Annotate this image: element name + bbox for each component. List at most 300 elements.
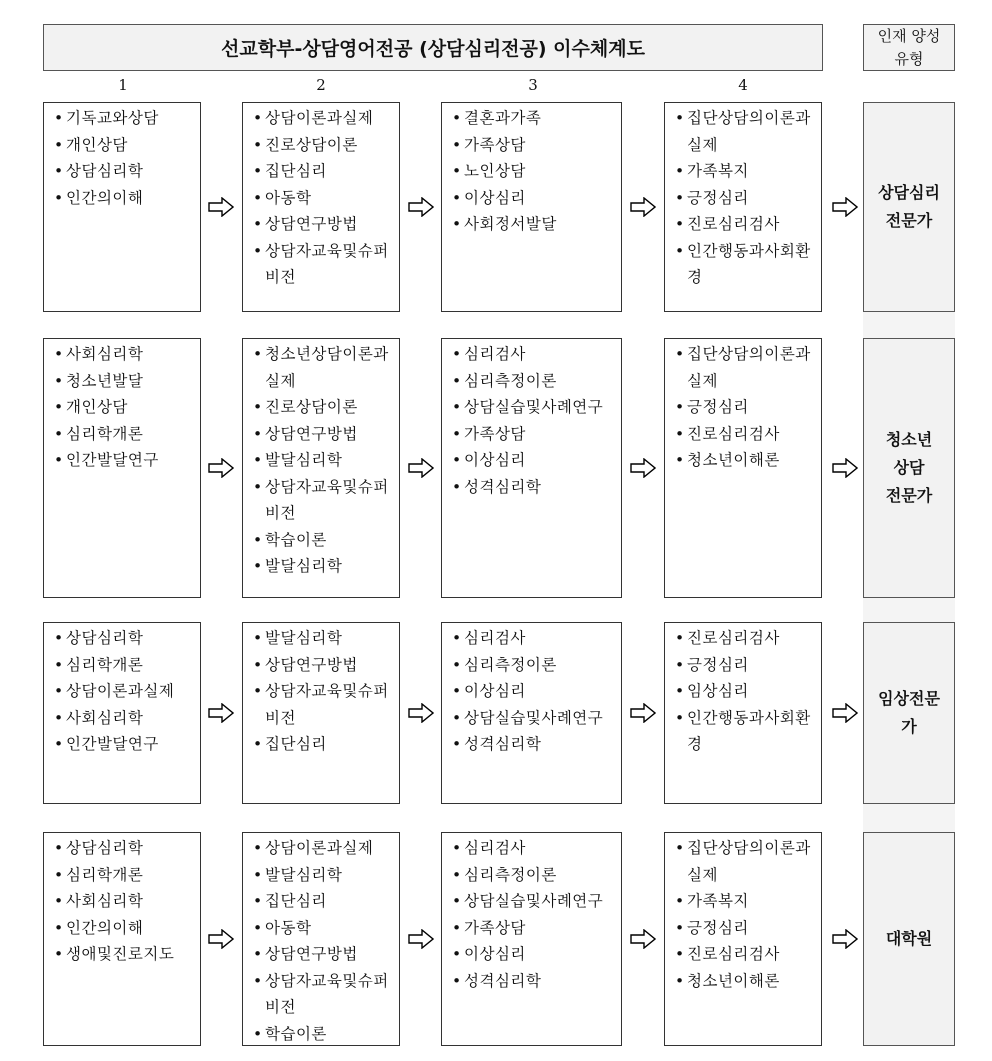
course-item	[253, 968, 393, 1021]
course-name: 집단심리	[265, 162, 327, 180]
bullet-icon: •	[452, 655, 462, 674]
course-name: 상담자교육및슈퍼비전	[265, 241, 389, 286]
right-arrow-icon	[630, 703, 656, 723]
course-item	[54, 447, 194, 474]
course-item	[452, 211, 615, 238]
course-name: 성격심리학	[464, 971, 542, 990]
bullet-icon: •	[253, 682, 263, 700]
bullet-icon: •	[253, 398, 263, 416]
course-item	[253, 862, 393, 889]
right-arrow-icon	[408, 703, 434, 723]
bullet-icon: •	[452, 918, 462, 937]
bullet-icon: •	[675, 162, 685, 180]
course-item	[452, 105, 615, 132]
course-list	[253, 625, 393, 758]
bullet-icon: •	[253, 530, 263, 549]
course-list	[253, 105, 393, 291]
talent-type-header: 인재 양성 유형	[863, 24, 955, 71]
course-item	[675, 625, 815, 652]
course-name: 청소년이해론	[687, 451, 780, 469]
bullet-icon: •	[54, 839, 64, 857]
course-item	[452, 474, 615, 501]
course-name: 이상심리	[464, 451, 526, 469]
bullet-icon: •	[253, 451, 263, 469]
course-item	[54, 941, 194, 968]
course-name: 상담실습및사례연구	[464, 892, 604, 910]
course-name: 개인상담	[66, 398, 128, 416]
course-name: 발달심리학	[265, 629, 343, 647]
course-item	[253, 731, 393, 758]
course-name: 상담심리학	[66, 162, 144, 180]
course-item	[452, 705, 615, 732]
course-box-row3-col2	[242, 622, 400, 804]
course-item	[675, 678, 815, 705]
right-arrow-icon	[208, 458, 234, 478]
course-item	[253, 447, 393, 474]
course-name: 임상심리	[687, 682, 749, 700]
course-item	[253, 238, 393, 291]
course-box-row1-col3	[441, 102, 622, 312]
course-name: 상담연구방법	[265, 655, 358, 674]
course-name: 아동학	[265, 188, 312, 207]
course-name: 심리측정이론	[464, 371, 557, 390]
course-item	[452, 941, 615, 968]
course-name: 가족복지	[687, 892, 749, 910]
right-arrow-icon	[408, 458, 434, 478]
course-item	[54, 341, 194, 368]
bullet-icon: •	[54, 424, 64, 443]
course-item	[253, 185, 393, 212]
course-name: 집단상담의이론과실제	[687, 839, 811, 884]
course-name: 발달심리학	[265, 557, 343, 575]
bullet-icon: •	[452, 735, 462, 753]
course-item	[253, 394, 393, 421]
course-item	[54, 862, 194, 889]
course-item	[253, 158, 393, 185]
course-name: 이상심리	[464, 682, 526, 700]
course-name: 청소년발달	[66, 371, 144, 390]
course-box-row1-col1	[43, 102, 201, 312]
bullet-icon: •	[675, 918, 685, 937]
course-list	[54, 625, 194, 758]
talent-type-1: 상담심리 전문가	[863, 102, 955, 312]
course-item	[253, 105, 393, 132]
course-box-row1-col4	[664, 102, 822, 312]
bullet-icon: •	[253, 865, 263, 884]
course-name: 상담심리학	[66, 839, 144, 857]
course-name: 사회심리학	[66, 345, 144, 363]
course-name: 사회정서발달	[464, 215, 557, 233]
course-name: 발달심리학	[265, 865, 343, 884]
course-name: 긍정심리	[687, 918, 749, 937]
bullet-icon: •	[675, 215, 685, 233]
bullet-icon: •	[452, 892, 462, 910]
right-arrow-icon	[630, 458, 656, 478]
course-name: 상담실습및사례연구	[464, 398, 604, 416]
course-name: 진로심리검사	[687, 424, 780, 443]
course-item	[54, 132, 194, 159]
course-list	[452, 835, 615, 994]
bullet-icon: •	[54, 892, 64, 910]
course-item	[675, 394, 815, 421]
bullet-icon: •	[452, 629, 462, 647]
course-name: 진로상담이론	[265, 398, 358, 416]
course-box-row4-col2	[242, 832, 400, 1046]
course-name: 심리학개론	[66, 865, 144, 884]
course-name: 심리학개론	[66, 655, 144, 674]
bullet-icon: •	[452, 398, 462, 416]
course-item	[675, 888, 815, 915]
course-name: 집단심리	[265, 892, 327, 910]
course-item	[675, 105, 815, 158]
course-name: 노인상담	[464, 162, 526, 180]
bullet-icon: •	[253, 345, 263, 363]
bullet-icon: •	[54, 918, 64, 937]
right-arrow-icon	[630, 929, 656, 949]
course-item	[54, 185, 194, 212]
bullet-icon: •	[253, 557, 263, 575]
bullet-icon: •	[452, 971, 462, 990]
outcome-strip-gap	[863, 804, 955, 832]
course-name: 상담연구방법	[265, 945, 358, 963]
bullet-icon: •	[54, 682, 64, 700]
bullet-icon: •	[54, 398, 64, 416]
course-name: 심리검사	[464, 345, 526, 363]
course-name: 성격심리학	[464, 735, 542, 753]
course-name: 발달심리학	[265, 451, 343, 469]
course-item	[253, 474, 393, 527]
course-name: 상담심리학	[66, 629, 144, 647]
right-arrow-icon	[408, 197, 434, 217]
course-item	[675, 341, 815, 394]
bullet-icon: •	[675, 109, 685, 127]
bullet-icon: •	[253, 971, 263, 990]
right-arrow-icon	[208, 197, 234, 217]
course-name: 진로상담이론	[265, 135, 358, 154]
right-arrow-icon	[208, 929, 234, 949]
course-name: 가족상담	[464, 918, 526, 937]
right-arrow-icon	[630, 197, 656, 217]
course-item	[452, 341, 615, 368]
bullet-icon: •	[452, 188, 462, 207]
bullet-icon: •	[452, 682, 462, 700]
course-item	[452, 421, 615, 448]
course-item	[452, 447, 615, 474]
bullet-icon: •	[675, 424, 685, 443]
course-item	[253, 341, 393, 394]
bullet-icon: •	[452, 424, 462, 443]
course-name: 상담연구방법	[265, 424, 358, 443]
bullet-icon: •	[253, 477, 263, 496]
bullet-icon: •	[253, 241, 263, 260]
bullet-icon: •	[452, 451, 462, 469]
course-name: 생애및진로지도	[66, 945, 175, 963]
course-name: 상담자교육및슈퍼비전	[265, 682, 389, 727]
bullet-icon: •	[253, 918, 263, 937]
course-name: 심리측정이론	[464, 655, 557, 674]
course-item	[675, 211, 815, 238]
course-name: 결혼과가족	[464, 109, 542, 127]
course-item	[452, 915, 615, 942]
talent-type-2: 청소년 상담 전문가	[863, 338, 955, 598]
course-box-row4-col1	[43, 832, 201, 1046]
bullet-icon: •	[54, 345, 64, 363]
course-item	[54, 652, 194, 679]
course-item	[54, 731, 194, 758]
course-item	[675, 185, 815, 212]
course-name: 기독교와상담	[66, 109, 159, 127]
bullet-icon: •	[675, 188, 685, 207]
right-arrow-icon	[208, 703, 234, 723]
course-name: 상담이론과실제	[265, 839, 374, 857]
bullet-icon: •	[253, 1024, 263, 1043]
course-name: 개인상담	[66, 135, 128, 154]
bullet-icon: •	[54, 708, 64, 727]
bullet-icon: •	[675, 839, 685, 857]
course-item	[452, 888, 615, 915]
course-item	[253, 132, 393, 159]
bullet-icon: •	[452, 477, 462, 496]
course-name: 집단상담의이론과실제	[687, 109, 811, 154]
course-item	[452, 625, 615, 652]
bullet-icon: •	[253, 892, 263, 910]
outcome-strip-gap	[863, 598, 955, 622]
bullet-icon: •	[675, 655, 685, 674]
course-name: 심리검사	[464, 839, 526, 857]
bullet-icon: •	[253, 735, 263, 753]
course-name: 긍정심리	[687, 188, 749, 207]
course-box-row2-col4	[664, 338, 822, 598]
column-number-1: 1	[118, 76, 128, 94]
course-name: 진로심리검사	[687, 945, 780, 963]
course-name: 심리학개론	[66, 424, 144, 443]
course-box-row3-col3	[441, 622, 622, 804]
course-list	[54, 835, 194, 968]
course-name: 인간의이해	[66, 918, 144, 937]
course-name: 인간의이해	[66, 188, 144, 207]
course-list	[452, 625, 615, 758]
course-list	[675, 835, 815, 994]
column-number-2: 2	[316, 76, 326, 94]
course-name: 학습이론	[265, 1024, 327, 1043]
column-number-4: 4	[738, 76, 748, 94]
course-item	[54, 705, 194, 732]
course-name: 사회심리학	[66, 892, 144, 910]
course-name: 가족복지	[687, 162, 749, 180]
bullet-icon: •	[675, 971, 685, 990]
course-box-row3-col1	[43, 622, 201, 804]
course-item	[675, 915, 815, 942]
bullet-icon: •	[452, 865, 462, 884]
outcome-strip-gap	[863, 312, 955, 338]
course-item	[54, 625, 194, 652]
bullet-icon: •	[54, 109, 64, 127]
course-item	[253, 835, 393, 862]
bullet-icon: •	[253, 188, 263, 207]
course-item	[452, 394, 615, 421]
bullet-icon: •	[675, 241, 685, 260]
right-arrow-icon	[408, 929, 434, 949]
bullet-icon: •	[452, 109, 462, 127]
course-name: 이상심리	[464, 945, 526, 963]
course-item	[253, 652, 393, 679]
course-item	[452, 132, 615, 159]
bullet-icon: •	[675, 345, 685, 363]
bullet-icon: •	[675, 451, 685, 469]
column-number-3: 3	[528, 76, 538, 94]
course-item	[253, 915, 393, 942]
bullet-icon: •	[54, 451, 64, 469]
bullet-icon: •	[675, 708, 685, 727]
bullet-icon: •	[452, 345, 462, 363]
course-item	[54, 421, 194, 448]
bullet-icon: •	[452, 839, 462, 857]
course-item	[54, 158, 194, 185]
course-name: 긍정심리	[687, 398, 749, 416]
course-list	[452, 105, 615, 238]
course-list	[253, 835, 393, 1046]
bullet-icon: •	[253, 655, 263, 674]
course-item	[675, 941, 815, 968]
course-name: 심리측정이론	[464, 865, 557, 884]
course-item	[675, 652, 815, 679]
course-item	[675, 968, 815, 995]
bullet-icon: •	[452, 945, 462, 963]
right-arrow-icon	[832, 703, 858, 723]
bullet-icon: •	[452, 162, 462, 180]
course-list	[675, 625, 815, 758]
course-name: 아동학	[265, 918, 312, 937]
course-name: 사회심리학	[66, 708, 144, 727]
course-list	[675, 105, 815, 291]
course-item	[452, 185, 615, 212]
course-name: 집단상담의이론과실제	[687, 345, 811, 390]
course-name: 인간행동과사회환경	[687, 241, 811, 286]
bullet-icon: •	[54, 735, 64, 753]
bullet-icon: •	[452, 135, 462, 154]
course-item	[253, 625, 393, 652]
course-item	[452, 968, 615, 995]
bullet-icon: •	[54, 629, 64, 647]
course-item	[54, 888, 194, 915]
course-box-row1-col2	[242, 102, 400, 312]
course-list	[253, 341, 393, 580]
course-box-row2-col2	[242, 338, 400, 598]
course-name: 청소년이해론	[687, 971, 780, 990]
course-name: 집단심리	[265, 735, 327, 753]
course-name: 심리검사	[464, 629, 526, 647]
course-item	[253, 888, 393, 915]
bullet-icon: •	[54, 162, 64, 180]
course-name: 이상심리	[464, 188, 526, 207]
course-item	[452, 652, 615, 679]
course-item	[54, 394, 194, 421]
diagram-title: 선교학부-상담영어전공 (상담심리전공) 이수체계도	[43, 24, 823, 71]
bullet-icon: •	[54, 655, 64, 674]
bullet-icon: •	[452, 215, 462, 233]
course-item	[452, 158, 615, 185]
bullet-icon: •	[675, 629, 685, 647]
course-item	[675, 158, 815, 185]
course-name: 학습이론	[265, 530, 327, 549]
course-box-row3-col4	[664, 622, 822, 804]
course-item	[675, 705, 815, 758]
course-name: 성격심리학	[464, 477, 542, 496]
bullet-icon: •	[253, 162, 263, 180]
course-item	[253, 553, 393, 580]
course-name: 상담이론과실제	[66, 682, 175, 700]
course-item	[253, 421, 393, 448]
bullet-icon: •	[675, 945, 685, 963]
course-name: 상담연구방법	[265, 215, 358, 233]
course-name: 상담이론과실제	[265, 109, 374, 127]
course-name: 인간발달연구	[66, 735, 159, 753]
talent-type-3: 임상전문 가	[863, 622, 955, 804]
course-item	[253, 1021, 393, 1047]
course-list	[54, 105, 194, 211]
course-item	[253, 527, 393, 554]
bullet-icon: •	[253, 135, 263, 154]
right-arrow-icon	[832, 458, 858, 478]
course-item	[675, 238, 815, 291]
course-list	[675, 341, 815, 474]
course-box-row4-col3	[441, 832, 622, 1046]
course-name: 진로심리검사	[687, 629, 780, 647]
course-item	[452, 678, 615, 705]
bullet-icon: •	[253, 109, 263, 127]
right-arrow-icon	[832, 929, 858, 949]
course-item	[452, 835, 615, 862]
course-item	[253, 678, 393, 731]
course-name: 상담자교육및슈퍼비전	[265, 477, 389, 522]
bullet-icon: •	[253, 424, 263, 443]
course-name: 가족상담	[464, 424, 526, 443]
course-item	[452, 731, 615, 758]
talent-type-4: 대학원	[863, 832, 955, 1046]
course-name: 인간행동과사회환경	[687, 708, 811, 753]
course-name: 긍정심리	[687, 655, 749, 674]
course-item	[675, 447, 815, 474]
course-list	[54, 341, 194, 474]
course-item	[253, 941, 393, 968]
bullet-icon: •	[253, 629, 263, 647]
course-name: 청소년상담이론과실제	[265, 345, 389, 390]
bullet-icon: •	[253, 215, 263, 233]
course-name: 진로심리검사	[687, 215, 780, 233]
course-item	[452, 862, 615, 889]
bullet-icon: •	[253, 839, 263, 857]
course-box-row4-col4	[664, 832, 822, 1046]
bullet-icon: •	[54, 135, 64, 154]
bullet-icon: •	[54, 188, 64, 207]
course-item	[54, 678, 194, 705]
course-list	[452, 341, 615, 500]
course-item	[54, 835, 194, 862]
course-item	[54, 105, 194, 132]
course-box-row2-col3	[441, 338, 622, 598]
bullet-icon: •	[54, 865, 64, 884]
course-item	[452, 368, 615, 395]
course-name: 상담실습및사례연구	[464, 708, 604, 727]
course-item	[675, 421, 815, 448]
course-name: 인간발달연구	[66, 451, 159, 469]
bullet-icon: •	[675, 682, 685, 700]
course-name: 가족상담	[464, 135, 526, 154]
bullet-icon: •	[253, 945, 263, 963]
course-item	[54, 368, 194, 395]
bullet-icon: •	[675, 398, 685, 416]
course-name: 상담자교육및슈퍼비전	[265, 971, 389, 1016]
